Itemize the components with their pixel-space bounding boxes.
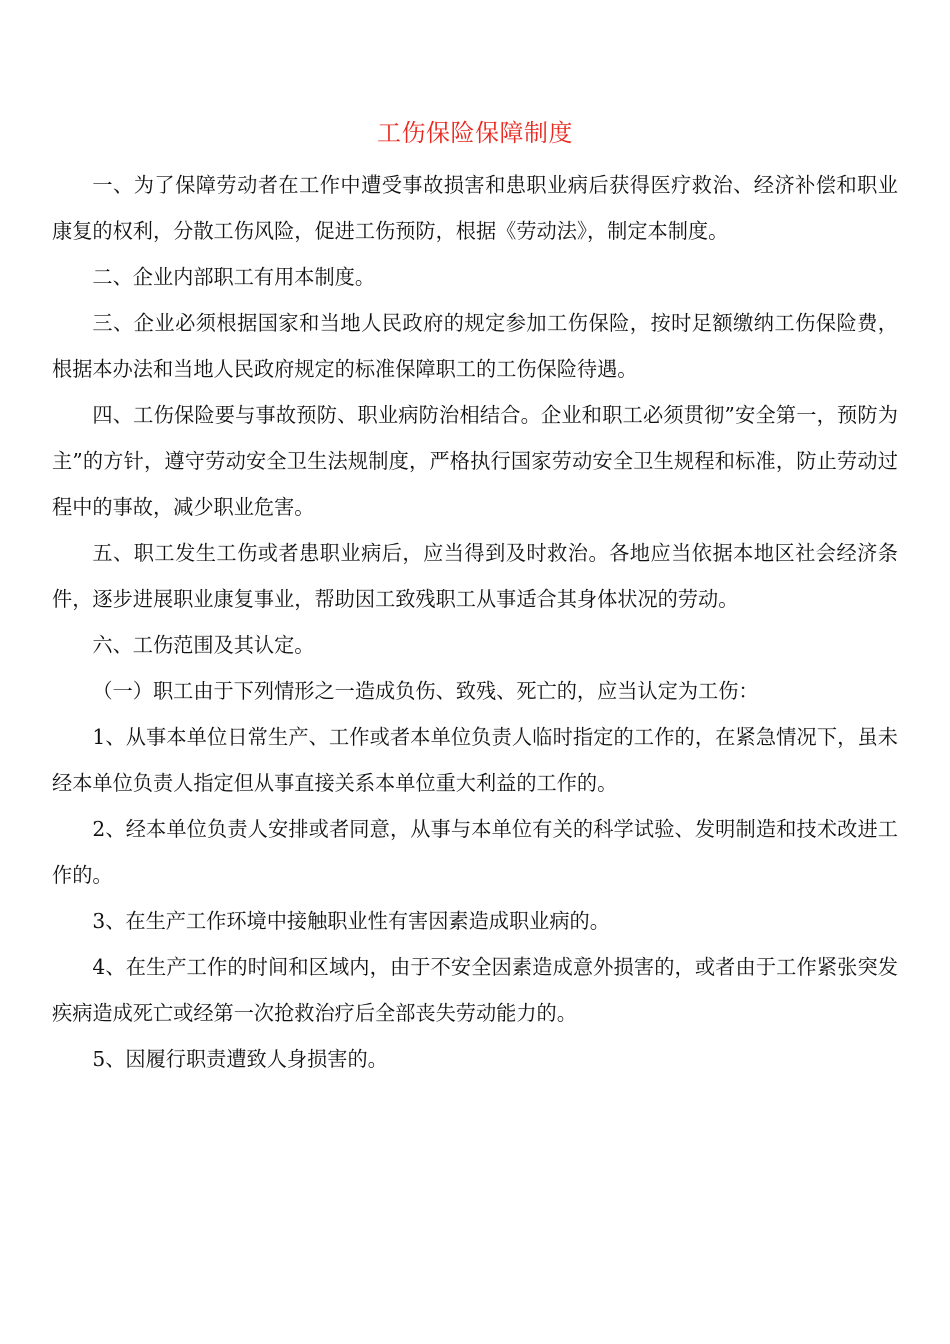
paragraph-2: 二、企业内部职工有用本制度。 bbox=[92, 265, 376, 289]
paragraph-9: 2、经本单位负责人安排或者同意，从事与本单位有关的科学试验、发明制造和技术改进工作的。 bbox=[52, 817, 898, 887]
paragraph-7: （一）职工由于下列情形之一造成负伤、致残、死亡的，应当认定为工伤： bbox=[92, 679, 759, 703]
paragraph-5: 五、职工发生工伤或者患职业病后，应当得到及时救治。各地应当依据本地区社会经济条件，逐步进展职业康复事业，帮助因工致残职工从事适合其身体状况的劳动。 bbox=[52, 541, 898, 611]
paragraph-6: 六、工伤范围及其认定。 bbox=[92, 633, 315, 657]
paragraph-4: 四、工伤保险要与事故预防、职业病防治相结合。企业和职工必须贯彻”安全第一，预防为主”的方针，遵守劳动安全卫生法规制度，严格执行国家劳动安全卫生规程和标准，防止劳动过程中的事故，减少职业危害。 bbox=[52, 403, 898, 519]
paragraph-3: 三、企业必须根据国家和当地人民政府的规定参加工伤保险，按时足额缴纳工伤保险费，根据本办法和当地人民政府规定的标准保障职工的工伤保险待遇。 bbox=[52, 311, 898, 381]
paragraph-8: 1、从事本单位日常生产、工作或者本单位负责人临时指定的工作的，在紧急情况下，虽未经本单位负责人指定但从事直接关系本单位重大利益的工作的。 bbox=[52, 725, 898, 795]
document-title: 工伤保险保障制度 bbox=[377, 119, 573, 147]
paragraph-11: 4、在生产工作的时间和区域内，由于不安全因素造成意外损害的，或者由于工作紧张突发疾病造成死亡或经第一次抢救治疗后全部丧失劳动能力的。 bbox=[52, 955, 898, 1025]
paragraph-1: 一、为了保障劳动者在工作中遭受事故损害和患职业病后获得医疗救治、经济补偿和职业康复的权利，分散工伤风险，促进工伤预防，根据《劳动法》，制定本制度。 bbox=[52, 173, 898, 243]
document-body bbox=[52, 162, 898, 1082]
paragraph-10: 3、在生产工作环境中接触职业性有害因素造成职业病的。 bbox=[92, 909, 610, 933]
paragraph-12: 5、因履行职责遭致人身损害的。 bbox=[92, 1047, 388, 1071]
